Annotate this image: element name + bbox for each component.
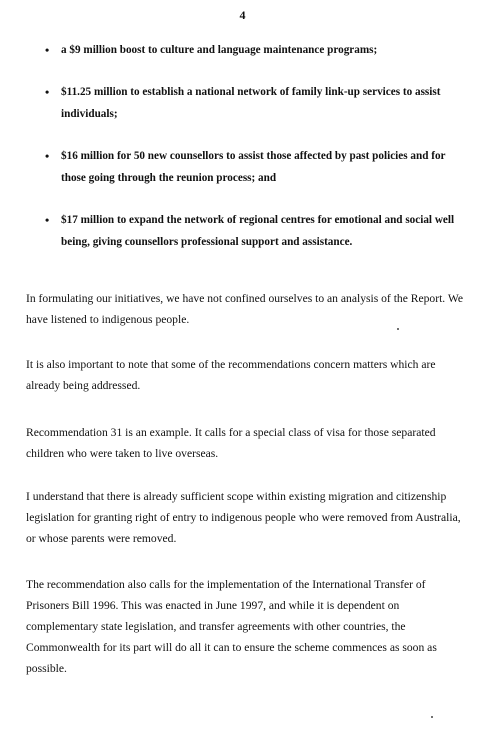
funding-bullet-list [45,39,465,273]
bullet-marker: • [45,43,50,57]
scan-speck [431,716,433,718]
bullet-item-family-link-up [45,81,465,125]
paragraph-recommendation-31: Recommendation 31 is an example. It calls for a special class of visa for those separated children who were taken to live overseas. [26,426,436,460]
paragraph-formulating-initiatives: In formulating our initiatives, we have not confined ourselves to an analysis of the Report. We have listened to indigenous people. [26,292,464,326]
bullet-text: $16 million for 50 new counsellors to assist those affected by past policies and for those going through the reunion process; and [61,150,446,184]
bullet-text: a $9 million boost to culture and language maintenance programs; [61,44,378,56]
bullet-item-regional-centres [45,209,465,253]
bullet-text: $11.25 million to establish a national network of family link-up services to assist individuals; [61,86,441,120]
scan-speck [397,328,399,330]
bullet-marker: • [45,149,50,163]
bullet-text: $17 million to expand the network of regional centres for emotional and social well being, giving counsellors professional support and assistance. [61,214,455,248]
bullet-marker: • [45,85,50,99]
page-number: 4 [239,8,246,22]
paragraph-already-addressed: It is also important to note that some of the recommendations concern matters which are already being addressed. [26,358,436,392]
paragraph-transfer-of-prisoners: The recommendation also calls for the implementation of the International Transfer of Prisoners Bill 1996. This was enacted in June 1997, and while it is dependent on complementary state legislation, and transfer agreements with other countries, the Commonwealth for its part will do all it can to ensure the scheme commences as soon as possible. [26,578,437,675]
bullet-item-counsellors [45,145,465,189]
paragraph-migration-legislation: I understand that there is already sufficient scope within existing migration and citizenship legislation for granting right of entry to indigenous people who were removed from Australia, or whose parents were removed. [26,490,461,545]
bullet-marker: • [45,213,50,227]
bullet-item-culture-language [45,39,465,61]
